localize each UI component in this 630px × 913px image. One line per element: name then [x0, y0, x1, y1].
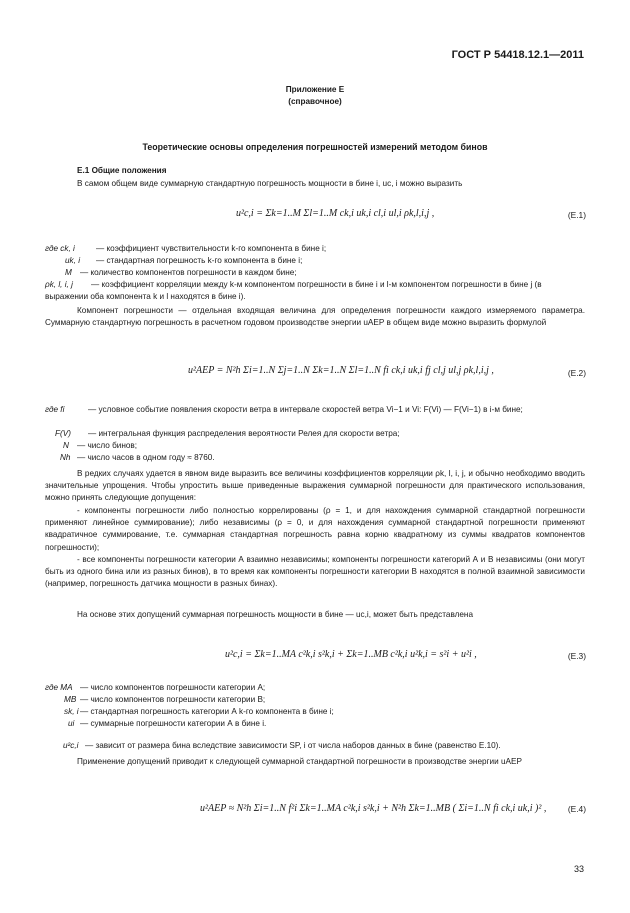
def-symbol: Nh: [60, 453, 71, 462]
equation-e4-number: (Е.4): [567, 804, 586, 814]
def-text: — число компонентов погрешности категории В;: [80, 695, 266, 704]
paragraph: В редких случаях удается в явном виде выразить все величины коэффициентов корреляции ρk, l, i, j, и обычно необходимо вводить значительные упрощения. Чтобы упростить выше приведенные выражения суммарной погрешности для практического использования, можно принять следующие допущения:: [45, 469, 585, 503]
equation-e3-number: (Е.3): [567, 651, 586, 661]
equation-e2-number: (Е.2): [567, 368, 586, 378]
equation-e1-number: (Е.1): [567, 210, 586, 220]
def-text: — коэффициент корреляции между k-м компонентом погрешности в бине i и l-м компонентом погрешности в бине j (в выражении оба компонента k и l находятся в бине i).: [45, 280, 542, 302]
def-symbol: где fi: [45, 405, 65, 414]
paragraph: На основе этих допущений суммарная погрешность мощности в бине — uc,i, может быть представлена: [77, 610, 474, 619]
paragraph: Применение допущений приводит к следующей суммарной стандартной погрешности в производстве энергии uAEP: [77, 757, 522, 766]
def-text: — стандартная погрешность категории А k-го компонента в бине i;: [80, 707, 334, 716]
standard-header: ГОСТ Р 54418.12.1—2011: [451, 49, 584, 61]
section-title: Теоретические основы определения погрешностей измерений методом бинов: [142, 142, 488, 152]
def-symbol: MB: [64, 695, 77, 704]
def-symbol: N: [63, 441, 69, 450]
note-symbol: u²c,i: [63, 741, 79, 750]
def-symbol: M: [65, 268, 72, 277]
appendix-subtitle: (справочное): [288, 97, 342, 106]
equation-e1: u²c,i = Σk=1..M Σl=1..M ck,i uk,i cl,i ul,i ρk,l,i,j ,: [236, 208, 435, 219]
note-text: — зависит от размера бина вследствие зависимости SP, i от числа наборов данных в бине (равенство Е.10).: [85, 741, 501, 750]
def-text: — число компонентов погрешности категории А;: [80, 683, 266, 692]
intro-paragraph: В самом общем виде суммарную стандартную погрешность мощности в бине i, uc, i можно выразить: [77, 179, 463, 188]
def-text: — количество компонентов погрешности в каждом бине;: [80, 268, 297, 277]
list-item: - все компоненты погрешности категории А взаимно независимы; компоненты погрешности категорий А и В независимы (они могут быть из одного бина или из разных бинов), в то время как компоненты погрешности категории В находятся в полной взаимной зависимости (например, погрешность датчика мощности в разных бинах).: [45, 555, 585, 589]
list-item: - компоненты погрешности либо полностью коррелированы (ρ = 1, и для нахождения суммарной стандартной погрешности применяют линейное суммирование); либо независимы (ρ = 0, и для нахождения суммарной стандартной погрешности применяют квадратичное суммирование, т.е. суммарная стандартная погрешность равна корню квадратному из суммы квадратов компонентов погрешности);: [45, 506, 585, 552]
def-symbol: sk, i: [64, 707, 79, 716]
def-symbol: ρk, l, i, j: [45, 280, 73, 289]
def-text: — условное событие появления скорости ветра в интервале скоростей ветра Vi−1 и Vi: F(Vi) — F(Vi−1) в i-м бине;: [88, 405, 523, 414]
def-text: — стандартная погрешность k-го компонента в бине i;: [96, 256, 303, 265]
def-text: — число бинов;: [77, 441, 138, 450]
paragraph: Компонент погрешности — отдельная входящая величина для определения погрешности каждого измеряемого параметра. Суммарную стандартную погрешность в расчетном годовом производстве энергии uAEP в общем виде можно выразить формулой: [45, 306, 585, 328]
page-number: 33: [573, 864, 584, 874]
def-symbol: ui: [68, 719, 75, 728]
subsection-title: Е.1 Общие положения: [77, 166, 167, 175]
def-symbol: где MA: [45, 683, 73, 692]
def-symbol: uk, i: [65, 256, 81, 265]
appendix-title: Приложение Е: [285, 85, 345, 94]
def-text: — число часов в одном году ≈ 8760.: [77, 453, 215, 462]
def-symbol: где ck, i: [45, 244, 75, 253]
equation-e4: u²AEP ≈ N²h Σi=1..N f²i Σk=1..MA c²k,i s²k,i + N²h Σk=1..MB ( Σi=1..N fi ck,i uk,i )² ,: [200, 803, 547, 814]
equation-e3: u²c,i = Σk=1..MA c²k,i s²k,i + Σk=1..MB c²k,i u²k,i = s²i + u²i ,: [225, 649, 477, 660]
def-text: — коэффициент чувствительности k-го компонента в бине i;: [96, 244, 327, 253]
def-text: — суммарные погрешности категории А в бине i.: [80, 719, 267, 728]
def-symbol: F(V): [55, 429, 71, 438]
def-text: — интегральная функция распределения вероятности Релея для скорости ветра;: [88, 429, 400, 438]
equation-e2: u²AEP = N²h Σi=1..N Σj=1..N Σk=1..N Σl=1..N fi ck,i uk,i fj cl,j ul,j ρk,l,i,j ,: [188, 365, 494, 376]
